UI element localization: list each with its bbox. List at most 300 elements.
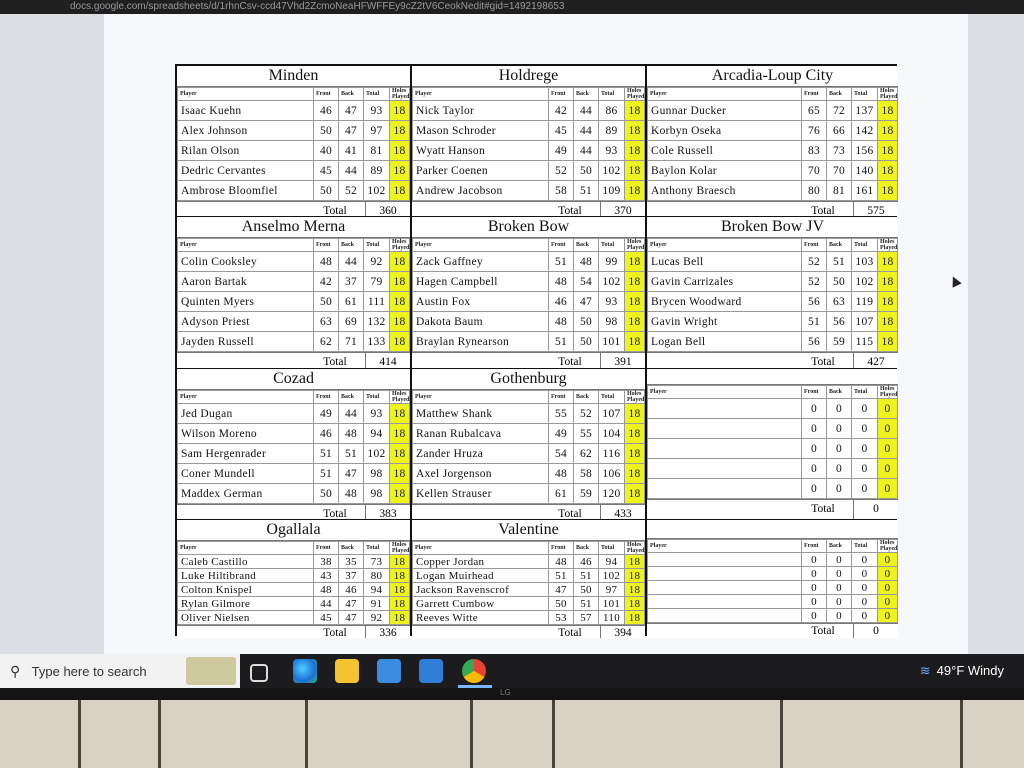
total-score-cell[interactable]: 0 [852, 419, 878, 439]
header-holes[interactable]: Holes Played [878, 239, 898, 252]
header-back[interactable]: Back [339, 239, 364, 252]
header-player[interactable]: Player [648, 386, 802, 399]
holes-played-cell[interactable]: 18 [625, 611, 645, 625]
team-total-label[interactable]: Total [811, 356, 835, 368]
back-score-cell[interactable]: 52 [574, 404, 599, 424]
holes-played-cell[interactable]: 18 [625, 252, 645, 272]
player-name-cell[interactable]: Colton Knispel [178, 583, 314, 597]
player-name-cell[interactable] [648, 553, 802, 567]
holes-played-cell[interactable]: 18 [878, 141, 898, 161]
header-front[interactable]: Front [802, 239, 827, 252]
holes-played-cell[interactable]: 18 [390, 332, 410, 352]
holes-played-cell[interactable]: 18 [625, 141, 645, 161]
header-front[interactable]: Front [549, 391, 574, 404]
holes-played-cell[interactable]: 18 [625, 121, 645, 141]
team-total-value[interactable]: 383 [365, 505, 410, 519]
team-total-value[interactable]: 414 [365, 353, 410, 368]
total-score-cell[interactable]: 97 [364, 121, 390, 141]
front-score-cell[interactable]: 43 [314, 569, 339, 583]
front-score-cell[interactable]: 46 [314, 424, 339, 444]
header-player[interactable]: Player [413, 239, 549, 252]
player-name-cell[interactable]: Zack Gaffney [413, 252, 549, 272]
holes-played-cell[interactable]: 18 [625, 583, 645, 597]
back-score-cell[interactable]: 0 [827, 553, 852, 567]
holes-played-cell[interactable]: 18 [878, 332, 898, 352]
front-score-cell[interactable]: 40 [314, 141, 339, 161]
header-front[interactable]: Front [802, 88, 827, 101]
holes-played-cell[interactable]: 0 [878, 459, 898, 479]
back-score-cell[interactable]: 48 [339, 424, 364, 444]
taskbar-search[interactable] [0, 654, 240, 688]
total-score-cell[interactable]: 0 [852, 459, 878, 479]
front-score-cell[interactable]: 51 [549, 569, 574, 583]
holes-played-cell[interactable]: 18 [390, 464, 410, 484]
front-score-cell[interactable]: 0 [802, 439, 827, 459]
player-name-cell[interactable]: Mason Schroder [413, 121, 549, 141]
team-total-value[interactable]: 427 [853, 353, 898, 368]
holes-played-cell[interactable]: 18 [390, 161, 410, 181]
header-holes[interactable]: Holes Played [878, 540, 898, 553]
front-score-cell[interactable]: 53 [549, 611, 574, 625]
total-score-cell[interactable]: 107 [599, 404, 625, 424]
front-score-cell[interactable]: 61 [549, 484, 574, 504]
holes-played-cell[interactable]: 0 [878, 567, 898, 581]
back-score-cell[interactable]: 44 [339, 252, 364, 272]
player-name-cell[interactable]: Maddex German [178, 484, 314, 504]
front-score-cell[interactable]: 0 [802, 553, 827, 567]
address-bar[interactable] [0, 0, 1024, 14]
front-score-cell[interactable]: 46 [314, 101, 339, 121]
front-score-cell[interactable]: 58 [549, 181, 574, 201]
holes-played-cell[interactable]: 0 [878, 595, 898, 609]
holes-played-cell[interactable]: 0 [878, 553, 898, 567]
total-score-cell[interactable]: 142 [852, 121, 878, 141]
front-score-cell[interactable]: 63 [314, 312, 339, 332]
front-score-cell[interactable]: 47 [549, 583, 574, 597]
front-score-cell[interactable]: 45 [314, 611, 339, 625]
total-score-cell[interactable]: 120 [599, 484, 625, 504]
store-icon[interactable] [377, 659, 401, 683]
holes-played-cell[interactable]: 18 [625, 332, 645, 352]
total-score-cell[interactable]: 132 [364, 312, 390, 332]
back-score-cell[interactable]: 47 [339, 597, 364, 611]
player-name-cell[interactable]: Kellen Strauser [413, 484, 549, 504]
player-name-cell[interactable] [648, 439, 802, 459]
header-total[interactable]: Total [852, 88, 878, 101]
holes-played-cell[interactable]: 18 [625, 312, 645, 332]
front-score-cell[interactable]: 0 [802, 399, 827, 419]
header-total[interactable]: Total [599, 239, 625, 252]
front-score-cell[interactable]: 83 [802, 141, 827, 161]
front-score-cell[interactable]: 50 [314, 181, 339, 201]
total-score-cell[interactable]: 98 [364, 484, 390, 504]
header-holes[interactable]: Holes Played [625, 239, 645, 252]
holes-played-cell[interactable]: 18 [390, 555, 410, 569]
team-total-value[interactable]: 370 [600, 202, 645, 216]
front-score-cell[interactable]: 48 [314, 252, 339, 272]
player-name-cell[interactable] [648, 595, 802, 609]
total-score-cell[interactable]: 98 [599, 312, 625, 332]
front-score-cell[interactable]: 49 [314, 404, 339, 424]
header-back[interactable]: Back [827, 540, 852, 553]
back-score-cell[interactable]: 48 [574, 252, 599, 272]
player-name-cell[interactable]: Wilson Moreno [178, 424, 314, 444]
back-score-cell[interactable]: 62 [574, 444, 599, 464]
player-name-cell[interactable]: Wyatt Hanson [413, 141, 549, 161]
total-score-cell[interactable]: 89 [364, 161, 390, 181]
total-score-cell[interactable]: 92 [364, 611, 390, 625]
header-back[interactable]: Back [574, 239, 599, 252]
team-total-value[interactable]: 360 [365, 202, 410, 216]
holes-played-cell[interactable]: 18 [625, 444, 645, 464]
holes-played-cell[interactable]: 18 [390, 101, 410, 121]
back-score-cell[interactable]: 57 [574, 611, 599, 625]
player-name-cell[interactable]: Ambrose Bloomfiel [178, 181, 314, 201]
back-score-cell[interactable]: 72 [827, 101, 852, 121]
player-name-cell[interactable]: Garrett Cumbow [413, 597, 549, 611]
header-holes[interactable]: Holes Played [390, 239, 410, 252]
header-player[interactable]: Player [178, 391, 314, 404]
holes-played-cell[interactable]: 0 [878, 581, 898, 595]
holes-played-cell[interactable]: 18 [878, 161, 898, 181]
holes-played-cell[interactable]: 18 [390, 484, 410, 504]
total-score-cell[interactable]: 119 [852, 292, 878, 312]
player-name-cell[interactable]: Gavin Carrizales [648, 272, 802, 292]
back-score-cell[interactable]: 48 [339, 484, 364, 504]
holes-played-cell[interactable]: 18 [878, 181, 898, 201]
total-score-cell[interactable]: 101 [599, 332, 625, 352]
back-score-cell[interactable]: 51 [827, 252, 852, 272]
front-score-cell[interactable]: 50 [314, 484, 339, 504]
back-score-cell[interactable]: 54 [574, 272, 599, 292]
header-back[interactable]: Back [574, 542, 599, 555]
holes-played-cell[interactable]: 18 [390, 424, 410, 444]
holes-played-cell[interactable]: 18 [878, 101, 898, 121]
total-score-cell[interactable]: 110 [599, 611, 625, 625]
team-total-value[interactable]: 433 [600, 505, 645, 519]
header-back[interactable]: Back [339, 542, 364, 555]
back-score-cell[interactable]: 55 [574, 424, 599, 444]
front-score-cell[interactable]: 48 [549, 464, 574, 484]
holes-played-cell[interactable]: 18 [625, 569, 645, 583]
holes-played-cell[interactable]: 18 [390, 121, 410, 141]
back-score-cell[interactable]: 44 [339, 161, 364, 181]
player-name-cell[interactable]: Quinten Myers [178, 292, 314, 312]
front-score-cell[interactable]: 55 [549, 404, 574, 424]
front-score-cell[interactable]: 0 [802, 567, 827, 581]
holes-played-cell[interactable]: 18 [878, 252, 898, 272]
player-name-cell[interactable]: Lucas Bell [648, 252, 802, 272]
team-total-value[interactable]: 0 [853, 500, 898, 519]
back-score-cell[interactable]: 44 [339, 404, 364, 424]
player-name-cell[interactable]: Brycen Woodward [648, 292, 802, 312]
player-name-cell[interactable]: Dedric Cervantes [178, 161, 314, 181]
total-score-cell[interactable]: 104 [599, 424, 625, 444]
chrome-icon[interactable] [462, 659, 486, 683]
holes-played-cell[interactable]: 18 [625, 404, 645, 424]
holes-played-cell[interactable]: 18 [625, 555, 645, 569]
front-score-cell[interactable]: 51 [549, 252, 574, 272]
total-score-cell[interactable]: 93 [599, 141, 625, 161]
front-score-cell[interactable]: 38 [314, 555, 339, 569]
total-score-cell[interactable]: 81 [364, 141, 390, 161]
total-score-cell[interactable]: 93 [364, 404, 390, 424]
header-back[interactable]: Back [827, 239, 852, 252]
front-score-cell[interactable]: 51 [802, 312, 827, 332]
holes-played-cell[interactable]: 18 [390, 272, 410, 292]
player-name-cell[interactable]: Rilan Olson [178, 141, 314, 161]
back-score-cell[interactable]: 41 [339, 141, 364, 161]
total-score-cell[interactable]: 102 [599, 272, 625, 292]
total-score-cell[interactable]: 107 [852, 312, 878, 332]
header-player[interactable]: Player [413, 542, 549, 555]
header-total[interactable]: Total [599, 391, 625, 404]
player-name-cell[interactable]: Oliver Nielsen [178, 611, 314, 625]
holes-played-cell[interactable]: 18 [390, 141, 410, 161]
header-front[interactable]: Front [549, 88, 574, 101]
total-score-cell[interactable]: 140 [852, 161, 878, 181]
header-front[interactable]: Front [549, 542, 574, 555]
total-score-cell[interactable]: 0 [852, 399, 878, 419]
header-total[interactable]: Total [599, 88, 625, 101]
back-score-cell[interactable]: 69 [339, 312, 364, 332]
front-score-cell[interactable]: 76 [802, 121, 827, 141]
back-score-cell[interactable]: 59 [574, 484, 599, 504]
holes-played-cell[interactable]: 18 [390, 252, 410, 272]
back-score-cell[interactable]: 50 [574, 583, 599, 597]
header-holes[interactable]: Holes Played [878, 386, 898, 399]
header-player[interactable]: Player [648, 88, 802, 101]
header-front[interactable]: Front [314, 88, 339, 101]
total-score-cell[interactable]: 111 [364, 292, 390, 312]
total-score-cell[interactable]: 103 [852, 252, 878, 272]
front-score-cell[interactable]: 48 [314, 583, 339, 597]
total-score-cell[interactable]: 98 [364, 464, 390, 484]
header-player[interactable]: Player [413, 391, 549, 404]
player-name-cell[interactable]: Coner Mundell [178, 464, 314, 484]
holes-played-cell[interactable]: 18 [390, 597, 410, 611]
holes-played-cell[interactable]: 18 [625, 292, 645, 312]
front-score-cell[interactable]: 0 [802, 419, 827, 439]
player-name-cell[interactable]: Jayden Russell [178, 332, 314, 352]
header-back[interactable]: Back [339, 391, 364, 404]
player-name-cell[interactable]: Anthony Braesch [648, 181, 802, 201]
weather-widget[interactable] [920, 654, 1004, 688]
back-score-cell[interactable]: 63 [827, 292, 852, 312]
player-name-cell[interactable] [648, 479, 802, 499]
player-name-cell[interactable]: Alex Johnson [178, 121, 314, 141]
header-holes[interactable]: Holes Played [625, 542, 645, 555]
back-score-cell[interactable]: 47 [339, 464, 364, 484]
header-holes[interactable]: Holes Played [390, 88, 410, 101]
holes-played-cell[interactable]: 18 [390, 583, 410, 597]
player-name-cell[interactable]: Hagen Campbell [413, 272, 549, 292]
holes-played-cell[interactable]: 0 [878, 609, 898, 623]
total-score-cell[interactable]: 137 [852, 101, 878, 121]
player-name-cell[interactable]: Jackson Ravenscrof [413, 583, 549, 597]
header-front[interactable]: Front [549, 239, 574, 252]
player-name-cell[interactable]: Braylan Rynearson [413, 332, 549, 352]
total-score-cell[interactable]: 106 [599, 464, 625, 484]
player-name-cell[interactable]: Colin Cooksley [178, 252, 314, 272]
total-score-cell[interactable]: 102 [364, 181, 390, 201]
front-score-cell[interactable]: 44 [314, 597, 339, 611]
player-name-cell[interactable]: Jed Dugan [178, 404, 314, 424]
team-total-label[interactable]: Total [323, 356, 347, 368]
player-name-cell[interactable]: Austin Fox [413, 292, 549, 312]
total-score-cell[interactable]: 79 [364, 272, 390, 292]
player-name-cell[interactable]: Matthew Shank [413, 404, 549, 424]
front-score-cell[interactable]: 52 [549, 161, 574, 181]
holes-played-cell[interactable]: 18 [390, 569, 410, 583]
player-name-cell[interactable]: Baylon Kolar [648, 161, 802, 181]
front-score-cell[interactable]: 52 [802, 272, 827, 292]
back-score-cell[interactable]: 46 [339, 583, 364, 597]
back-score-cell[interactable]: 0 [827, 581, 852, 595]
header-player[interactable]: Player [413, 88, 549, 101]
player-name-cell[interactable]: Axel Jorgenson [413, 464, 549, 484]
front-score-cell[interactable]: 0 [802, 581, 827, 595]
team-total-label[interactable]: Total [558, 627, 582, 638]
header-total[interactable]: Total [599, 542, 625, 555]
header-back[interactable]: Back [574, 88, 599, 101]
header-total[interactable]: Total [852, 239, 878, 252]
total-score-cell[interactable]: 91 [364, 597, 390, 611]
header-holes[interactable]: Holes Played [625, 391, 645, 404]
player-name-cell[interactable]: Parker Coenen [413, 161, 549, 181]
front-score-cell[interactable]: 0 [802, 459, 827, 479]
team-total-value[interactable]: 391 [600, 353, 645, 368]
back-score-cell[interactable]: 0 [827, 419, 852, 439]
total-score-cell[interactable]: 0 [852, 595, 878, 609]
header-front[interactable]: Front [314, 239, 339, 252]
front-score-cell[interactable]: 50 [549, 597, 574, 611]
total-score-cell[interactable]: 161 [852, 181, 878, 201]
holes-played-cell[interactable]: 18 [625, 464, 645, 484]
player-name-cell[interactable]: Andrew Jacobson [413, 181, 549, 201]
header-back[interactable]: Back [574, 391, 599, 404]
back-score-cell[interactable]: 0 [827, 595, 852, 609]
player-name-cell[interactable]: Korbyn Oseka [648, 121, 802, 141]
total-score-cell[interactable]: 97 [599, 583, 625, 597]
player-name-cell[interactable]: Luke Hiltibrand [178, 569, 314, 583]
total-score-cell[interactable]: 92 [364, 252, 390, 272]
player-name-cell[interactable] [648, 459, 802, 479]
back-score-cell[interactable]: 44 [574, 101, 599, 121]
holes-played-cell[interactable]: 18 [878, 292, 898, 312]
total-score-cell[interactable]: 102 [364, 444, 390, 464]
front-score-cell[interactable]: 50 [314, 121, 339, 141]
back-score-cell[interactable]: 51 [574, 597, 599, 611]
holes-played-cell[interactable]: 18 [625, 597, 645, 611]
back-score-cell[interactable]: 44 [574, 141, 599, 161]
holes-played-cell[interactable]: 18 [625, 484, 645, 504]
total-score-cell[interactable]: 0 [852, 439, 878, 459]
holes-played-cell[interactable]: 18 [878, 272, 898, 292]
holes-played-cell[interactable]: 18 [625, 161, 645, 181]
back-score-cell[interactable]: 52 [339, 181, 364, 201]
holes-played-cell[interactable]: 18 [390, 611, 410, 625]
back-score-cell[interactable]: 58 [574, 464, 599, 484]
total-score-cell[interactable]: 0 [852, 553, 878, 567]
player-name-cell[interactable]: Gunnar Ducker [648, 101, 802, 121]
header-player[interactable]: Player [648, 540, 802, 553]
team-total-label[interactable]: Total [811, 625, 835, 637]
header-front[interactable]: Front [314, 391, 339, 404]
team-total-label[interactable]: Total [811, 205, 835, 216]
front-score-cell[interactable]: 56 [802, 292, 827, 312]
task-view-icon[interactable] [250, 664, 268, 682]
front-score-cell[interactable]: 0 [802, 609, 827, 623]
total-score-cell[interactable]: 0 [852, 479, 878, 499]
back-score-cell[interactable]: 50 [574, 161, 599, 181]
front-score-cell[interactable]: 42 [314, 272, 339, 292]
player-name-cell[interactable]: Rylan Gilmore [178, 597, 314, 611]
player-name-cell[interactable]: Dakota Baum [413, 312, 549, 332]
player-name-cell[interactable] [648, 399, 802, 419]
back-score-cell[interactable]: 47 [339, 101, 364, 121]
total-score-cell[interactable]: 0 [852, 609, 878, 623]
back-score-cell[interactable]: 73 [827, 141, 852, 161]
player-name-cell[interactable] [648, 581, 802, 595]
total-score-cell[interactable]: 116 [599, 444, 625, 464]
team-total-value[interactable]: 336 [365, 626, 410, 638]
team-total-value[interactable]: 0 [853, 624, 898, 638]
total-score-cell[interactable]: 94 [364, 583, 390, 597]
back-score-cell[interactable]: 37 [339, 272, 364, 292]
team-total-label[interactable]: Total [558, 508, 582, 519]
holes-played-cell[interactable]: 18 [390, 404, 410, 424]
total-score-cell[interactable]: 94 [599, 555, 625, 569]
total-score-cell[interactable]: 73 [364, 555, 390, 569]
header-total[interactable]: Total [364, 239, 390, 252]
back-score-cell[interactable]: 51 [574, 181, 599, 201]
back-score-cell[interactable]: 51 [339, 444, 364, 464]
back-score-cell[interactable]: 61 [339, 292, 364, 312]
back-score-cell[interactable]: 0 [827, 567, 852, 581]
front-score-cell[interactable]: 45 [314, 161, 339, 181]
holes-played-cell[interactable]: 0 [878, 439, 898, 459]
front-score-cell[interactable]: 48 [549, 272, 574, 292]
back-score-cell[interactable]: 0 [827, 459, 852, 479]
holes-played-cell[interactable]: 0 [878, 479, 898, 499]
player-name-cell[interactable]: Logan Muirhead [413, 569, 549, 583]
total-score-cell[interactable]: 93 [364, 101, 390, 121]
header-back[interactable]: Back [827, 88, 852, 101]
mail-icon[interactable] [419, 659, 443, 683]
front-score-cell[interactable]: 46 [549, 292, 574, 312]
total-score-cell[interactable]: 102 [599, 161, 625, 181]
header-player[interactable]: Player [178, 239, 314, 252]
team-total-label[interactable]: Total [323, 508, 347, 519]
header-holes[interactable]: Holes Played [878, 88, 898, 101]
front-score-cell[interactable]: 0 [802, 479, 827, 499]
player-name-cell[interactable]: Nick Taylor [413, 101, 549, 121]
player-name-cell[interactable]: Caleb Castillo [178, 555, 314, 569]
header-holes[interactable]: Holes Played [625, 88, 645, 101]
header-holes[interactable]: Holes Played [390, 542, 410, 555]
player-name-cell[interactable]: Gavin Wright [648, 312, 802, 332]
total-score-cell[interactable]: 101 [599, 597, 625, 611]
player-name-cell[interactable] [648, 419, 802, 439]
player-name-cell[interactable]: Isaac Kuehn [178, 101, 314, 121]
player-name-cell[interactable]: Cole Russell [648, 141, 802, 161]
front-score-cell[interactable]: 49 [549, 141, 574, 161]
header-holes[interactable]: Holes Played [390, 391, 410, 404]
header-back[interactable]: Back [339, 88, 364, 101]
total-score-cell[interactable]: 99 [599, 252, 625, 272]
edge-icon[interactable] [293, 659, 317, 683]
